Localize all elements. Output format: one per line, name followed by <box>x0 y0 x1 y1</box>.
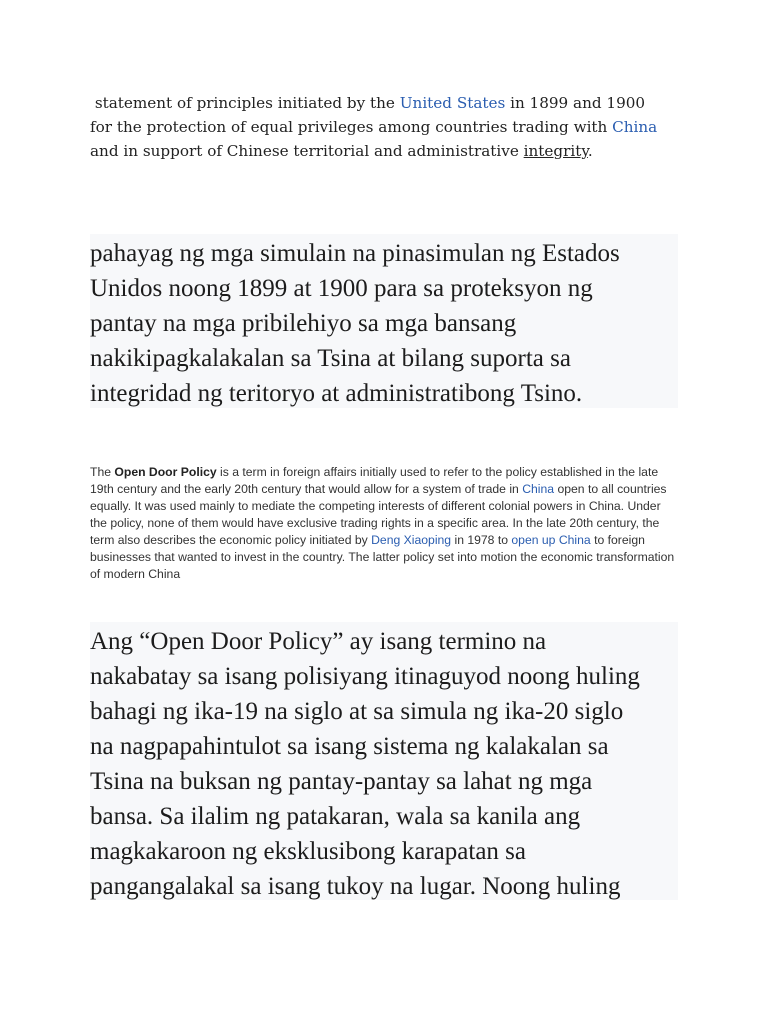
filipino-translation-box-1 <box>90 234 678 408</box>
translation-line: pantay na mga pribilehiyo sa mga bansang <box>90 310 517 337</box>
translation-line: bahagi ng ika-19 na siglo at sa simula ng ika-20 siglo <box>90 698 624 725</box>
text-run: in 1978 to <box>451 533 512 547</box>
link-deng-xiaoping[interactable]: Deng Xiaoping <box>371 533 452 547</box>
translation-line: Tsina na buksan ng pantay-pantay sa lahat ng mga <box>90 768 593 795</box>
translation-line: integridad ng teritoryo at administratibong Tsino. <box>90 380 583 407</box>
text-run: is a term in foreign affairs initially used to refer to the policy established in the late 19th century and the early 20th century that would allow for a system of trade in <box>90 465 659 496</box>
filipino-translation-box-2 <box>90 622 678 900</box>
translation-line: nakabatay sa isang polisiyang itinaguyod noong huling <box>90 663 640 690</box>
text-run: statement of principles initiated by the <box>90 94 400 112</box>
translation-line: magkakaroon ng eksklusibong karapatan sa <box>90 838 526 865</box>
open-door-policy-term: Open Door Policy <box>114 465 217 479</box>
translation-line: bansa. Sa ilalim ng patakaran, wala sa kanila ang <box>90 803 581 830</box>
translation-line: pahayag ng mga simulain na pinasimulan ng Estados <box>90 240 620 267</box>
translation-line: nakikipagkalakalan sa Tsina at bilang suporta sa <box>90 345 571 372</box>
integrity-term: integrity <box>523 142 588 160</box>
link-china[interactable]: China <box>612 118 658 136</box>
link-united-states[interactable]: United States <box>399 94 506 112</box>
text-run: The <box>90 465 115 479</box>
text-run: to foreign businesses that wanted to invest in the country. The latter policy set into motion the economic transformation of modern China <box>90 533 675 581</box>
text-run: in 1899 and 1900 for the protection of equal privileges among countries trading with <box>90 94 646 136</box>
translation-line: Unidos noong 1899 at 1900 para sa proteksyon ng <box>90 275 593 302</box>
translation-line: pangangalakal sa isang tukoy na lugar. Noong huling <box>90 873 621 900</box>
text-run: open to all countries equally. It was used mainly to mediate the competing interests of different colonial powers in China. Under the policy, none of them would have exclusive trading rights in a specific area. In the late 20th century, the term also describes the economic policy initiated by <box>90 482 667 547</box>
text-run: . <box>587 142 593 160</box>
english-definition-paragraph <box>90 91 660 163</box>
text-run: and in support of Chinese territorial and administrative <box>90 142 524 160</box>
link-china[interactable]: China <box>522 482 555 496</box>
translation-line: Ang “Open Door Policy” ay isang termino na <box>90 628 547 655</box>
translation-line: na nagpapahintulot sa isang sistema ng kalakalan sa <box>90 733 609 760</box>
english-open-door-paragraph <box>90 464 680 583</box>
link-open-up-china[interactable]: open up China <box>511 533 591 547</box>
